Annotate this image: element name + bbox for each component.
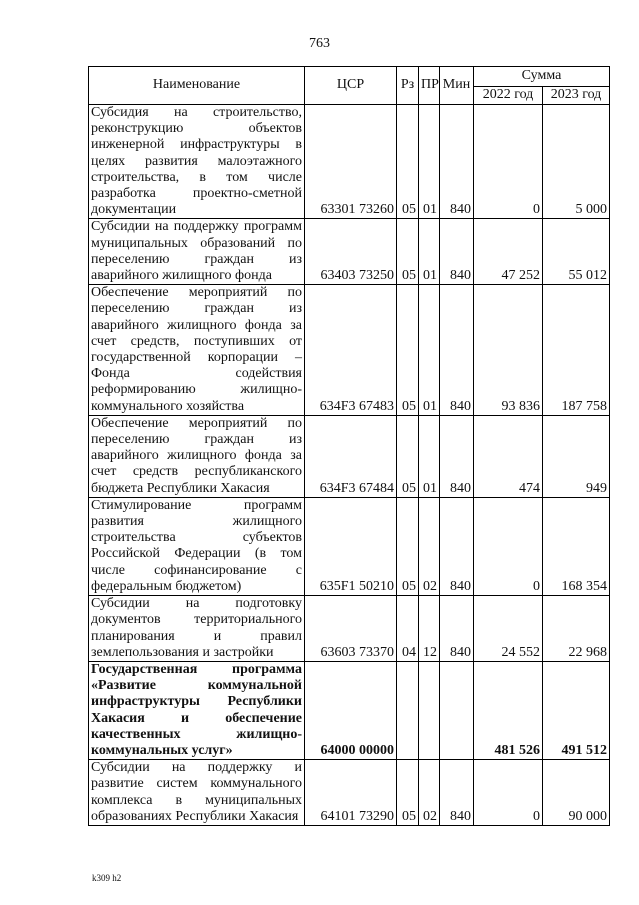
row-sum-2022: 474 <box>474 415 543 497</box>
row-min: 840 <box>440 105 474 219</box>
header-pr: ПР <box>419 67 440 105</box>
table-row <box>89 415 610 497</box>
row-min <box>440 661 474 759</box>
row-min: 840 <box>440 497 474 595</box>
row-sum-2022: 481 526 <box>474 661 543 759</box>
row-pr: 01 <box>419 105 440 219</box>
row-pr <box>419 661 440 759</box>
table-row <box>89 219 610 285</box>
row-min: 840 <box>440 219 474 285</box>
row-csr: 64000 00000 <box>305 661 397 759</box>
header-rz: Рз <box>397 67 419 105</box>
row-rz: 05 <box>397 105 419 219</box>
footer-code: k309 h2 <box>92 873 122 883</box>
row-sum-2023: 90 000 <box>543 760 610 826</box>
row-csr: 63403 73250 <box>305 219 397 285</box>
row-pr: 02 <box>419 760 440 826</box>
row-sum-2022: 0 <box>474 105 543 219</box>
row-sum-2023: 168 354 <box>543 497 610 595</box>
row-min: 840 <box>440 760 474 826</box>
header-min: Мин <box>440 67 474 105</box>
row-name: Субсидии на поддержку и развитие систем коммунального комплекса в муниципальных образованиях Республики Хакасия <box>89 760 305 826</box>
table-row <box>89 596 610 662</box>
row-rz: 05 <box>397 415 419 497</box>
row-rz: 05 <box>397 285 419 416</box>
row-pr: 12 <box>419 596 440 662</box>
row-csr: 635F1 50210 <box>305 497 397 595</box>
row-rz: 05 <box>397 497 419 595</box>
row-csr: 634F3 67483 <box>305 285 397 416</box>
row-csr: 63301 73260 <box>305 105 397 219</box>
row-rz <box>397 661 419 759</box>
row-name: Государственная программа «Развитие коммунальной инфраструктуры Республики Хакасия и обеспечение качественных жилищно-коммунальных услуг» <box>89 661 305 759</box>
row-sum-2022: 47 252 <box>474 219 543 285</box>
row-sum-2023: 5 000 <box>543 105 610 219</box>
table-row <box>89 285 610 416</box>
row-sum-2023: 22 968 <box>543 596 610 662</box>
table-row <box>89 760 610 826</box>
row-csr: 634F3 67484 <box>305 415 397 497</box>
table-row-program <box>89 661 610 759</box>
row-rz: 05 <box>397 760 419 826</box>
row-min: 840 <box>440 285 474 416</box>
row-sum-2023: 55 012 <box>543 219 610 285</box>
table-row <box>89 497 610 595</box>
row-sum-2022: 24 552 <box>474 596 543 662</box>
row-rz: 04 <box>397 596 419 662</box>
header-year-2022: 2022 год <box>474 87 543 105</box>
row-sum-2023: 187 758 <box>543 285 610 416</box>
row-csr: 63603 73370 <box>305 596 397 662</box>
row-name: Обеспечение мероприятий по переселению граждан из аварийного жилищного фонда за счет средств, поступивших от государственной корпорации – Фонда содействия реформированию жилищно-коммунального хозяйства <box>89 285 305 416</box>
table-row <box>89 105 610 219</box>
row-min: 840 <box>440 415 474 497</box>
row-name: Обеспечение мероприятий по переселению граждан из аварийного жилищного фонда за счет средств республиканского бюджета Республики Хакасия <box>89 415 305 497</box>
row-sum-2022: 0 <box>474 760 543 826</box>
header-csr: ЦСР <box>305 67 397 105</box>
header-year-2023: 2023 год <box>543 87 610 105</box>
row-rz: 05 <box>397 219 419 285</box>
row-sum-2022: 0 <box>474 497 543 595</box>
row-pr: 02 <box>419 497 440 595</box>
row-name: Субсидия на строительство, реконструкцию объектов инженерной инфраструктуры в целях развития малоэтажного строительства, в том числе разработка проектно-сметной документации <box>89 105 305 219</box>
header-sum: Сумма <box>474 67 610 87</box>
row-pr: 01 <box>419 219 440 285</box>
budget-table <box>88 66 610 826</box>
row-pr: 01 <box>419 285 440 416</box>
page-number: 763 <box>309 36 330 51</box>
row-name: Субсидии на поддержку программ муниципальных образований по переселению граждан из аварийного жилищного фонда <box>89 219 305 285</box>
row-sum-2023: 949 <box>543 415 610 497</box>
row-pr: 01 <box>419 415 440 497</box>
row-sum-2022: 93 836 <box>474 285 543 416</box>
row-min: 840 <box>440 596 474 662</box>
header-name: Наименование <box>89 67 305 105</box>
row-name: Стимулирование программ развития жилищного строительства субъектов Российской Федерации (в том числе софинансирование с федеральным бюджетом) <box>89 497 305 595</box>
row-csr: 64101 73290 <box>305 760 397 826</box>
row-sum-2023: 491 512 <box>543 661 610 759</box>
row-name: Субсидии на подготовку документов территориального планирования и правил землепользования и застройки <box>89 596 305 662</box>
